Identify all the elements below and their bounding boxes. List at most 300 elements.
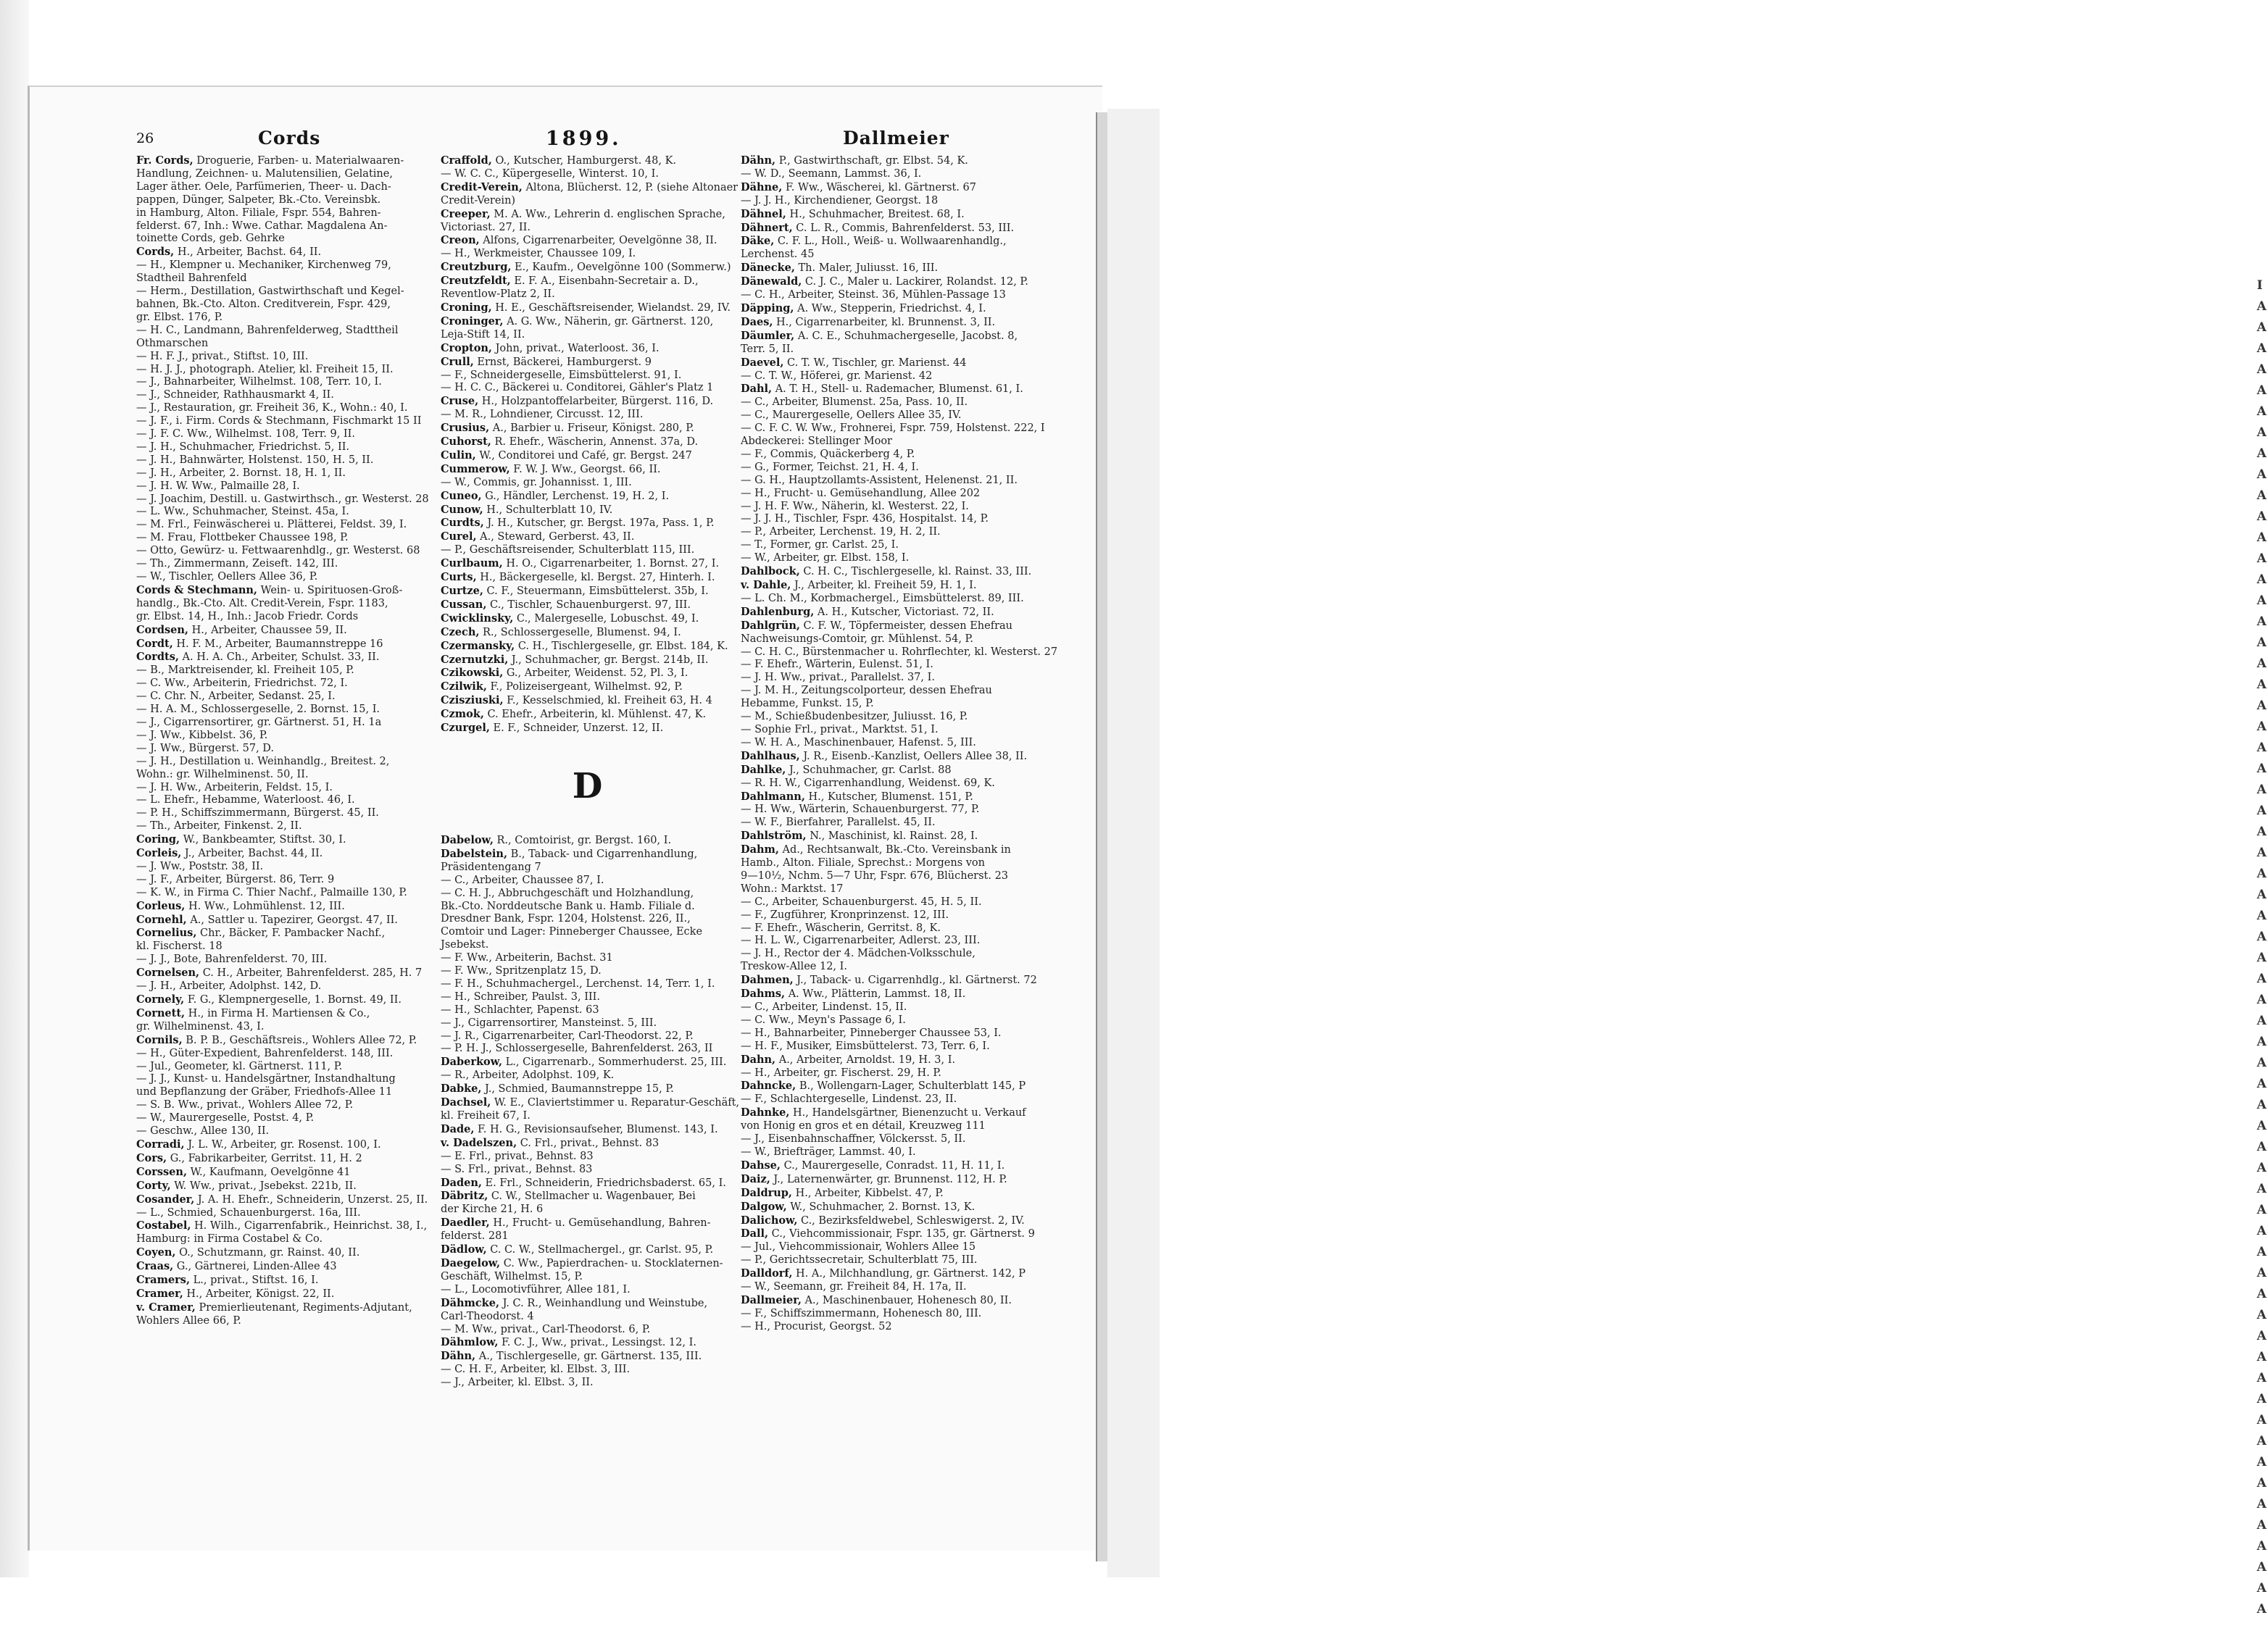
entry-surname: Craffold, xyxy=(441,154,492,167)
entry-details: — H., Procurist, Georgst. 52 xyxy=(741,1320,892,1332)
directory-entry xyxy=(441,991,734,1004)
directory-entry xyxy=(741,737,1036,750)
page-number: 26 xyxy=(136,130,154,146)
directory-entry xyxy=(741,870,1036,883)
entry-details: — Jul., Geometer, kl. Gärtnerst. 111, P. xyxy=(136,1060,343,1072)
directory-entry xyxy=(136,220,435,233)
directory-entry xyxy=(741,488,1036,501)
directory-entry xyxy=(136,1073,435,1086)
directory-entry xyxy=(741,1294,1036,1308)
directory-entry xyxy=(741,724,1036,737)
entry-details: — W., Maurergeselle, Postst. 4, P. xyxy=(136,1112,315,1125)
entry-details: F. C. J., Ww., privat., Lessingst. 12, I. xyxy=(502,1337,696,1349)
directory-entry xyxy=(136,1193,435,1207)
entry-details: — K. W., in Firma C. Thier Nachf., Palmaille 130, P. xyxy=(136,886,407,898)
entry-details: — H., Klempner u. Mechaniker, Kirchenweg 79, xyxy=(136,259,391,272)
directory-entry xyxy=(136,207,435,220)
entry-details: — H., Werkmeister, Chaussee 109, I. xyxy=(441,248,636,260)
entry-details: Lager äther. Oele, Parfümerien, Theer- u. Dach- xyxy=(136,180,391,193)
entry-surname: Culin, xyxy=(441,449,476,462)
entry-surname: Creutzfeldt, xyxy=(441,275,511,288)
entry-details: — F., Zugführer, Kronprinzenst. 12, III. xyxy=(741,909,949,921)
directory-entry xyxy=(741,449,1036,462)
directory-entry xyxy=(441,382,734,395)
entry-surname: Fr. Cords, xyxy=(136,154,194,167)
directory-entry xyxy=(136,1061,435,1074)
entry-details: — J. M. H., Zeitungscolporteur, dessen Ehefrau xyxy=(741,685,992,697)
adjacent-page-strip xyxy=(1107,109,2267,1616)
entry-surname: Cussan, xyxy=(441,598,487,611)
directory-entry xyxy=(741,195,1036,208)
entry-surname: Dänecke, xyxy=(741,262,795,275)
entry-details: — J. Ww., Poststr. 38, II. xyxy=(136,860,264,872)
entry-surname: Cramer, xyxy=(136,1287,183,1300)
directory-entry xyxy=(441,1164,734,1177)
directory-entry xyxy=(441,1217,734,1230)
entry-surname: Croninger, xyxy=(441,314,504,328)
directory-entry xyxy=(741,208,1036,222)
entry-details: — F., Commis, Quäckerberg 4, P. xyxy=(741,448,915,460)
entry-details: — J. Ww., Bürgerst. 57, D. xyxy=(136,742,275,754)
directory-entry xyxy=(136,415,435,428)
directory-entry xyxy=(136,782,435,795)
entry-details: — C. F. C. W. Ww., Frohnerei, Fspr. 759, Holstenst. 222, I xyxy=(741,422,1045,435)
directory-entry xyxy=(441,585,734,598)
entry-details: Carl-Theodorst. 4 xyxy=(441,1310,534,1322)
directory-entry xyxy=(441,952,734,965)
directory-entry xyxy=(136,1048,435,1061)
entry-surname: Daevel, xyxy=(741,356,784,369)
directory-entry xyxy=(136,874,435,887)
directory-entry xyxy=(136,861,435,874)
directory-entry xyxy=(136,664,435,677)
entry-details: — J., Schneider, Rathhausmarkt 4, II. xyxy=(136,389,334,401)
directory-entry xyxy=(741,235,1036,249)
entry-details: — C. H. F., Arbeiter, kl. Elbst. 3, III. xyxy=(441,1364,631,1376)
directory-entry xyxy=(441,571,734,585)
directory-entry xyxy=(136,454,435,467)
entry-details: — C., Arbeiter, Lindenst. 15, II. xyxy=(741,1001,907,1013)
directory-entry xyxy=(741,1014,1036,1027)
directory-entry xyxy=(741,370,1036,383)
directory-entry xyxy=(136,1180,435,1193)
entry-details: — C., Arbeiter, Chaussee 87, I. xyxy=(441,874,604,886)
directory-entry xyxy=(741,154,1036,168)
directory-entry xyxy=(741,909,1036,922)
entry-details: John, privat., Waterloost. 36, I. xyxy=(495,342,660,354)
entry-details: H., Arbeiter, Kibbelst. 47, P. xyxy=(795,1187,944,1199)
entry-details: — L., Locomotivführer, Allee 181, I. xyxy=(441,1283,631,1296)
entry-surname: Czech, xyxy=(441,625,480,638)
entry-details: H. Wilh., Cigarrenfabrik., Heinrichst. 38, I., xyxy=(194,1220,428,1232)
directory-entry xyxy=(441,626,734,640)
entry-surname: Daden, xyxy=(441,1176,482,1189)
entry-surname: Dahlgrün, xyxy=(741,619,800,632)
directory-entry xyxy=(741,659,1036,672)
directory-entry xyxy=(136,402,435,415)
entry-details: A., Barbier u. Friseur, Königst. 280, P. xyxy=(492,422,694,435)
directory-entry xyxy=(441,901,734,914)
entry-surname: Corssen, xyxy=(136,1165,187,1178)
entry-details: J. A. H. Ehefr., Schneiderin, Unzerst. 25, II. xyxy=(197,1193,428,1206)
directory-entry xyxy=(136,743,435,756)
directory-entry xyxy=(136,940,435,954)
directory-entry xyxy=(741,606,1036,620)
entry-surname: v. Dahle, xyxy=(741,579,791,591)
directory-entry xyxy=(136,1274,435,1288)
directory-entry xyxy=(441,208,734,222)
directory-entry xyxy=(441,722,734,735)
entry-details: C., Viehcommissionair, Fspr. 135, gr. Gärtnerst. 9 xyxy=(771,1228,1035,1240)
entry-details: J. R., Eisenb.-Kanzlist, Oellers Allee 38, II. xyxy=(803,750,1028,762)
entry-surname: Crusius, xyxy=(441,422,490,435)
entry-surname: Curlbaum, xyxy=(441,557,503,570)
entry-details: Nachweisungs-Comtoir, gr. Mühlenst. 54, P. xyxy=(741,633,973,645)
entry-surname: Cornils, xyxy=(136,1033,183,1046)
directory-entry xyxy=(741,435,1036,449)
column-1 xyxy=(136,154,435,1328)
directory-entry xyxy=(136,887,435,900)
directory-entry xyxy=(136,717,435,730)
directory-entry xyxy=(741,883,1036,896)
entry-details: Hamburg: in Firma Costabel & Co. xyxy=(136,1233,323,1246)
entry-surname: Czilwik, xyxy=(441,680,487,693)
directory-entry xyxy=(741,539,1036,552)
entry-surname: Dahncke, xyxy=(741,1080,796,1093)
directory-entry xyxy=(136,233,435,246)
entry-details: C. F. W., Töpfermeister, dessen Ehefrau xyxy=(803,620,1012,632)
directory-entry xyxy=(741,1201,1036,1214)
entry-details: kl. Freiheit 67, I. xyxy=(441,1110,531,1122)
entry-details: L., Cigarrenarb., Sommerhuderst. 25, III. xyxy=(505,1056,727,1069)
entry-surname: Dalgow, xyxy=(741,1200,787,1213)
entry-surname: Dabelstein, xyxy=(441,847,508,860)
entry-details: F. W. J. Ww., Georgst. 66, II. xyxy=(513,463,661,475)
entry-details: gr. Elbst. 14, H., Inh.: Jacob Friedr. Cords xyxy=(136,610,359,622)
entry-details: O., Schutzmann, gr. Rainst. 40, II. xyxy=(179,1247,360,1259)
entry-details: A. H., Kutscher, Victoriast. 72, II. xyxy=(817,606,994,618)
entry-details: der Kirche 21, H. 6 xyxy=(441,1203,544,1216)
entry-details: — J. F. C. Ww., Wilhelmst. 108, Terr. 9, II. xyxy=(136,428,355,441)
entry-details: — M. R., Lohndiener, Circusst. 12, III. xyxy=(441,409,644,421)
directory-entry xyxy=(441,1082,734,1096)
directory-entry xyxy=(741,620,1036,633)
directory-entry xyxy=(136,351,435,364)
directory-entry xyxy=(441,1190,734,1203)
directory-entry xyxy=(136,624,435,638)
directory-entry xyxy=(441,1271,734,1284)
entry-details: Droguerie, Farben- u. Materialwaaren- xyxy=(196,155,404,167)
entry-details: — Jul., Viehcommissionair, Wohlers Allee 15 xyxy=(741,1241,976,1253)
entry-details: — F., Schneidergeselle, Eimsbüttelerst. 91, I. xyxy=(441,369,682,381)
entry-details: Lerchenst. 45 xyxy=(741,249,815,261)
directory-entry xyxy=(741,1054,1036,1067)
entry-details: J., Arbeiter, kl. Freiheit 59, H. 1, I. xyxy=(794,580,977,591)
entry-surname: Dahlenburg, xyxy=(741,605,815,618)
directory-entry xyxy=(741,1093,1036,1106)
entry-details: — J., Bahnarbeiter, Wilhelmst. 108, Terr. 10, I. xyxy=(136,376,382,388)
entry-details: H., Cigarrenarbeiter, kl. Brunnenst. 3, II. xyxy=(776,316,996,328)
directory-entry xyxy=(441,1030,734,1043)
entry-surname: Dähn, xyxy=(741,154,776,167)
directory-entry xyxy=(741,275,1036,289)
directory-entry xyxy=(741,1080,1036,1093)
directory-entry xyxy=(741,593,1036,606)
entry-surname: Cunow, xyxy=(441,503,483,516)
entry-details: — W., Seemann, gr. Freiheit 84, H. 17a, II. xyxy=(741,1281,967,1293)
directory-entry xyxy=(441,477,734,490)
entry-details: — J. J., Bote, Bahrenfelderst. 70, III. xyxy=(136,954,328,966)
entry-details: handlg., Bk.-Cto. Alt. Credit-Verein, Fspr. 1183, xyxy=(136,597,388,609)
entry-details: E. Frl., Schneiderin, Friedrichsbaderst. 65, I. xyxy=(485,1177,726,1189)
directory-entry xyxy=(441,913,734,926)
entry-details: — B., Marktreisender, kl. Freiheit 105, P. xyxy=(136,664,354,677)
entry-details: F., Polizeisergeant, Wilhelmst. 92, P. xyxy=(490,681,683,693)
entry-details: Treskow-Allee 12, I. xyxy=(741,961,847,973)
directory-entry xyxy=(741,948,1036,961)
entry-details: — J. H. W. Ww., Palmaille 28, I. xyxy=(136,480,300,492)
directory-entry xyxy=(136,1260,435,1274)
section-letter: D xyxy=(572,765,603,806)
directory-entry xyxy=(741,843,1036,857)
entry-details: — J. J. H., Kirchendiener, Georgst. 18 xyxy=(741,194,939,206)
entry-surname: Dalichow, xyxy=(741,1214,798,1227)
entry-details: — R., Arbeiter, Adolphst. 109, K. xyxy=(441,1069,615,1082)
entry-details: B. P. B., Geschäftsreis., Wohlers Allee 72, P. xyxy=(186,1034,417,1046)
directory-entry xyxy=(136,807,435,820)
entry-details: — J. Joachim, Destill. u. Gastwirthsch., gr. Westerst. 28 xyxy=(136,493,429,505)
entry-details: von Honig en gros et en détail, Kreuzweg 111 xyxy=(741,1120,986,1132)
directory-entry xyxy=(136,1099,435,1112)
entry-surname: Curel, xyxy=(441,530,477,543)
entry-details: — H. F. J., privat., Stiftst. 10, III. xyxy=(136,350,309,362)
directory-entry xyxy=(441,1336,734,1350)
entry-details: H. F. M., Arbeiter, Baumannstreppe 16 xyxy=(176,638,383,650)
directory-entry xyxy=(741,1214,1036,1228)
entry-details: C., Malergeselle, Lobuschst. 49, I. xyxy=(516,612,699,625)
directory-entry xyxy=(741,513,1036,526)
entry-surname: Dalldorf, xyxy=(741,1267,793,1280)
entry-surname: Däke, xyxy=(741,235,775,248)
directory-entry xyxy=(136,638,435,651)
directory-entry xyxy=(441,1137,734,1151)
entry-details: — Th., Arbeiter, Finkenst. 2, II. xyxy=(136,820,302,833)
entry-details: — H., Güter-Expedient, Bahrenfelderst. 148, III. xyxy=(136,1047,394,1059)
entry-details: — H. A. M., Schlossergeselle, 2. Bornst. 15, I. xyxy=(136,704,380,716)
directory-entry xyxy=(741,817,1036,830)
directory-entry xyxy=(441,449,734,463)
directory-entry xyxy=(741,181,1036,195)
entry-details: — H. C., Landmann, Bahrenfelderweg, Stadttheil xyxy=(136,324,399,336)
entry-surname: Dähn, xyxy=(441,1350,476,1363)
entry-surname: Czikowski, xyxy=(441,667,504,680)
entry-details: — J., Eisenbahnschaffner, Völckersst. 5, II. xyxy=(741,1133,966,1146)
directory-entry xyxy=(136,769,435,782)
entry-details: Victoriast. 27, II. xyxy=(441,221,531,233)
entry-details: W., Schuhmacher, 2. Bornst. 13, K. xyxy=(790,1201,976,1213)
entry-details: C. Ww., Papierdrachen- u. Stocklaternen- xyxy=(503,1257,723,1269)
entry-surname: Czisziuski, xyxy=(441,694,504,707)
directory-entry xyxy=(136,954,435,967)
entry-surname: Czernutzki, xyxy=(441,653,509,666)
entry-details: — M. Ww., privat., Carl-Theodorst. 6, P. xyxy=(441,1323,651,1335)
directory-entry xyxy=(741,857,1036,870)
entry-surname: Creutzburg, xyxy=(441,261,512,274)
entry-details: — J. Ww., Kibbelst. 36, P. xyxy=(136,729,268,741)
entry-surname: Cornely, xyxy=(136,993,185,1006)
directory-entry xyxy=(741,396,1036,409)
entry-details: — C. H. J., Abbruchgeschäft und Holzhandlung, xyxy=(441,887,694,899)
directory-entry xyxy=(741,262,1036,275)
entry-details: — J. H. F. Ww., Näherin, kl. Westerst. 22, I. xyxy=(741,500,969,512)
directory-entry xyxy=(136,611,435,624)
entry-details: J. C. R., Weinhandlung und Weinstube, xyxy=(502,1297,708,1309)
entry-surname: Coyen, xyxy=(136,1246,176,1259)
entry-details: — C. H. C., Bürstenmacher u. Rohrflechter, kl. Westerst. 27 xyxy=(741,646,1058,658)
entry-details: — W., Arbeiter, gr. Elbst. 158, I. xyxy=(741,552,910,564)
entry-surname: Daberkow, xyxy=(441,1056,503,1069)
entry-details: — F. Ww., Spritzenplatz 15, D. xyxy=(441,965,602,977)
entry-details: H., Bäckergeselle, kl. Bergst. 27, Hinterh. I. xyxy=(480,572,715,584)
entry-details: — F. H., Schuhmachergel., Lerchenst. 14, Terr. 1, I. xyxy=(441,977,715,990)
entry-details: A., Steward, Gerberst. 43, II. xyxy=(480,531,635,543)
entry-details: gr. Elbst. 176, P. xyxy=(136,311,223,323)
entry-details: — H., Schreiber, Paulst. 3, III. xyxy=(441,990,600,1003)
entry-details: C. C. W., Stellmachergel., gr. Carlst. 95, P. xyxy=(490,1244,714,1256)
entry-details: C. Frl., privat., Behnst. 83 xyxy=(520,1137,660,1149)
entry-surname: Daegelow, xyxy=(441,1256,501,1269)
directory-entry xyxy=(741,222,1036,235)
directory-entry xyxy=(441,1377,734,1390)
directory-entry xyxy=(741,685,1036,698)
entry-details: — G. H., Hauptzollamts-Assistent, Helenenst. 21, II. xyxy=(741,474,1018,486)
directory-entry xyxy=(741,1267,1036,1281)
entry-details: toinette Cords, geb. Gehrke xyxy=(136,233,285,245)
directory-entry xyxy=(136,312,435,325)
entry-details: J., Schmied, Baumannstreppe 15, P. xyxy=(485,1083,674,1096)
entry-surname: Cordt, xyxy=(136,637,173,650)
entry-details: Abdeckerei: Stellinger Moor xyxy=(741,435,892,448)
entry-details: E., Kaufm., Oevelgönne 100 (Sommerw.) xyxy=(515,262,731,274)
directory-entry xyxy=(741,764,1036,777)
entry-details: B., Wollengarn-Lager, Schulterblatt 145, P xyxy=(799,1080,1026,1093)
entry-surname: Dähmcke, xyxy=(441,1296,500,1309)
directory-entry xyxy=(441,640,734,654)
entry-surname: Däpping, xyxy=(741,301,794,314)
entry-details: — J. H., Destillation u. Weinhandlg., Breitest. 2, xyxy=(136,755,390,767)
entry-details: C. F., Steuermann, Eimsbüttelerst. 35b, I. xyxy=(486,585,709,597)
directory-entry xyxy=(136,1219,435,1233)
entry-details: — S. B. Ww., privat., Wohlers Allee 72, P. xyxy=(136,1099,354,1111)
directory-entry xyxy=(441,315,734,329)
directory-entry xyxy=(136,794,435,807)
entry-details: A. G. Ww., Näherin, gr. Gärtnerst. 120, xyxy=(507,315,714,328)
directory-entry xyxy=(441,848,734,862)
directory-entry xyxy=(136,389,435,402)
entry-surname: Cornelsen, xyxy=(136,967,200,980)
directory-entry xyxy=(741,633,1036,646)
entry-details: — H. L. W., Cigarrenarbeiter, Adlerst. 23, III. xyxy=(741,935,981,947)
entry-details: G., Händler, Lerchenst. 19, H. 2, I. xyxy=(485,490,670,502)
directory-entry xyxy=(441,1257,734,1271)
entry-surname: Dahlhaus, xyxy=(741,749,800,762)
directory-entry xyxy=(136,194,435,207)
entry-details: — H., Arbeiter, gr. Fischerst. 29, H. P. xyxy=(741,1067,941,1079)
entry-details: — J. H. Ww., Arbeiterin, Feldst. 15, I. xyxy=(136,781,333,793)
directory-entry xyxy=(441,195,734,208)
directory-entry xyxy=(741,552,1036,565)
entry-details: J., Taback- u. Cigarrenhdlg., kl. Gärtnerst. 72 xyxy=(796,975,1037,987)
directory-entry xyxy=(441,694,734,708)
directory-entry xyxy=(741,804,1036,817)
entry-details: R. Ehefr., Wäscherin, Annenst. 37a, D. xyxy=(494,436,699,449)
entry-surname: Cordts, xyxy=(136,651,179,664)
directory-entry xyxy=(741,249,1036,262)
entry-details: Othmarschen xyxy=(136,337,209,349)
entry-details: P., Gastwirthschaft, gr. Elbst. 54, K. xyxy=(778,155,968,167)
entry-details: — H. Ww., Wärterin, Schauenburgerst. 77, P. xyxy=(741,804,980,816)
entry-surname: Credit-Verein, xyxy=(441,180,523,193)
entry-details: M. A. Ww., Lehrerin d. englischen Sprache, xyxy=(494,208,725,220)
directory-entry xyxy=(441,1243,734,1257)
directory-entry xyxy=(741,356,1036,370)
entry-details: H., Schulterblatt 10, IV. xyxy=(486,504,613,516)
entry-details: — P., Geschäftsreisender, Schulterblatt 115, III. xyxy=(441,544,695,556)
entry-details: Wohn.: gr. Wilhelminenst. 50, II. xyxy=(136,768,309,780)
entry-surname: Daldrup, xyxy=(741,1186,792,1199)
entry-details: — S. Frl., privat., Behnst. 83 xyxy=(441,1163,593,1175)
entry-details: — J., Arbeiter, kl. Elbst. 3, II. xyxy=(441,1377,594,1389)
entry-details: L., privat., Stiftst. 16, I. xyxy=(193,1275,319,1287)
directory-entry xyxy=(441,557,734,571)
directory-entry xyxy=(741,974,1036,988)
entry-details: — J. H., Arbeiter, 2. Bornst. 18, H. 1, II. xyxy=(136,467,346,479)
entry-details: — J. F., i. Firm. Cords & Stechmann, Fischmarkt 15 II xyxy=(136,415,422,427)
entry-details: kl. Fischerst. 18 xyxy=(136,940,222,953)
directory-entry xyxy=(136,272,435,285)
directory-entry xyxy=(441,862,734,875)
directory-entry xyxy=(441,409,734,422)
entry-surname: Dahms, xyxy=(741,988,786,1001)
directory-entry xyxy=(136,927,435,940)
entry-surname: Cummerow, xyxy=(441,462,510,475)
entry-details: A. C. E., Schuhmachergeselle, Jacobst. 8, xyxy=(797,330,1018,342)
entry-surname: Crull, xyxy=(441,355,474,368)
entry-details: H., Arbeiter, Bachst. 64, II. xyxy=(177,246,322,259)
entry-details: — W., Briefträger, Lammst. 40, I. xyxy=(741,1146,916,1158)
directory-entry xyxy=(136,1112,435,1125)
directory-entry xyxy=(136,299,435,312)
entry-details: F. G., Klempnergeselle, 1. Bornst. 49, II. xyxy=(187,994,402,1006)
directory-entry xyxy=(136,756,435,769)
entry-details: G., Fabrikarbeiter, Gerritst. 11, H. 2 xyxy=(170,1152,362,1164)
entry-details: — J. J. H., Tischler, Fspr. 436, Hospitalst. 14, P. xyxy=(741,513,989,525)
directory-entry xyxy=(136,914,435,927)
entry-details: Wein- u. Spirituosen-Groß- xyxy=(260,584,403,596)
entry-surname: Dabelow, xyxy=(441,833,494,846)
directory-entry xyxy=(741,383,1036,396)
directory-entry xyxy=(441,1123,734,1137)
directory-entry xyxy=(441,517,734,530)
entry-details: H., Holzpantoffelarbeiter, Bürgerst. 116, D. xyxy=(481,396,714,408)
entry-surname: Dahlbock, xyxy=(741,565,800,578)
directory-entry xyxy=(136,1125,435,1138)
directory-entry xyxy=(136,181,435,194)
entry-details: — M. Frau, Flottbeker Chaussee 198, P. xyxy=(136,532,349,544)
entry-details: — J. J., Kunst- u. Handelsgärtner, Instandhaltung xyxy=(136,1073,396,1085)
directory-entry xyxy=(741,1173,1036,1187)
entry-details: H., Handelsgärtner, Bienenzucht u. Verkauf xyxy=(792,1107,1026,1119)
